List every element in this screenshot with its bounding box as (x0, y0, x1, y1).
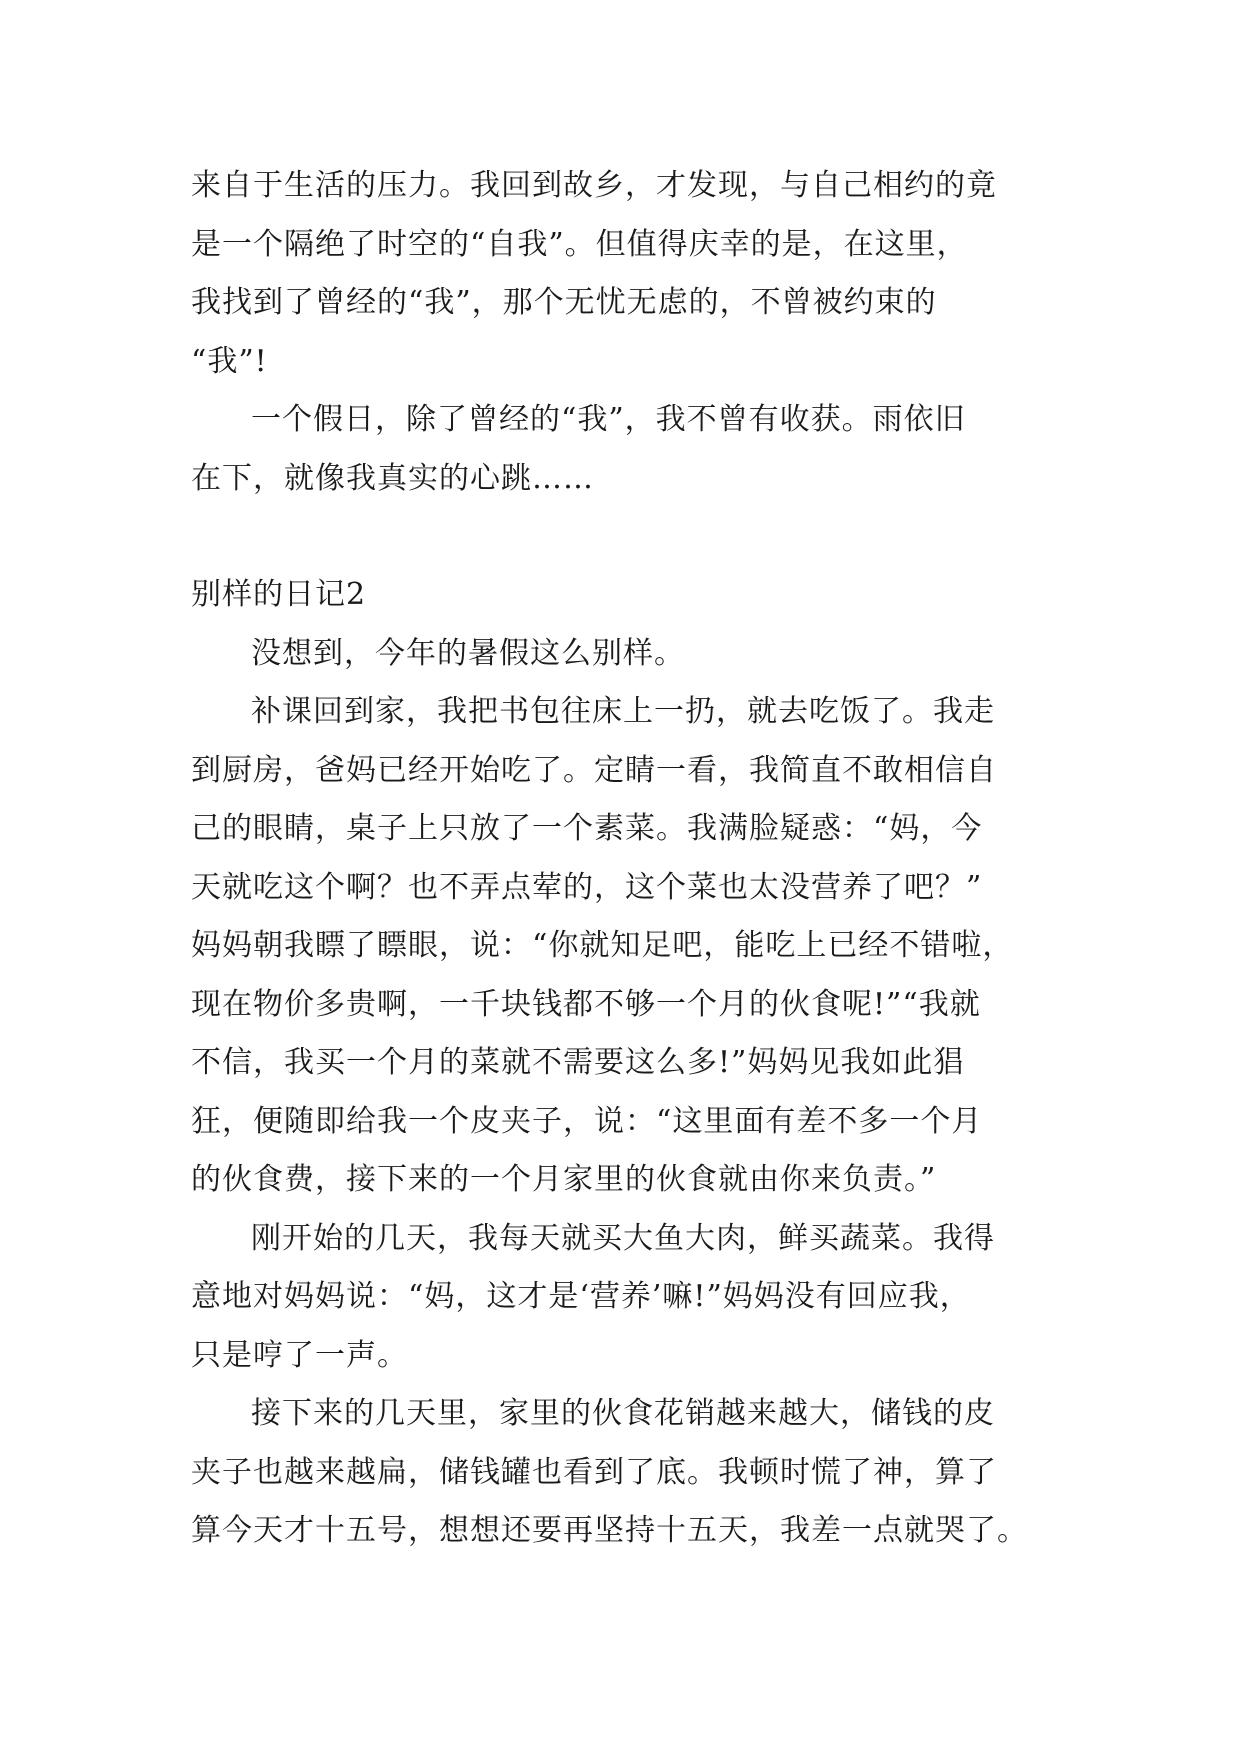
paragraph-4 (191, 1385, 1051, 1561)
paragraph-3 (191, 1210, 1051, 1386)
text-line: 没想到，今年的暑假这么别样。 (251, 635, 685, 671)
text-line: 来自于生活的压力。我回到故乡，才发现，与自己相约的竟 (191, 168, 997, 203)
text-line: “我”! (191, 343, 268, 379)
text-line: 刚开始的几天，我每天就买大鱼大肉，鲜买蔬菜。我得 (251, 1220, 995, 1256)
text-line: 一个假日，除了曾经的“我”，我不曾有收获。雨依旧 (251, 402, 966, 437)
text-line: 我找到了曾经的“我”，那个无忧无虑的，不曾被约束的 (191, 285, 937, 320)
text-line: 天就吃这个啊？也不弄点荤的，这个菜也太没营养了吧？” (191, 869, 983, 905)
text-line: 算今天才十五号，想想还要再坚持十五天，我差一点就哭了。 (191, 1513, 1028, 1548)
document-body (191, 157, 1051, 1561)
text-line: 夹子也越来越扁，储钱罐也看到了底。我顿时慌了神，算了 (191, 1454, 997, 1490)
text-line: 狂，便随即给我一个皮夹子，说：“这里面有差不多一个月 (191, 1103, 983, 1139)
text-line: 现在物价多贵啊，一千块钱都不够一个月的伙食呢!”“我就 (191, 986, 981, 1022)
text-line: 意地对妈妈说：“妈，这才是‘营养’嘛!”妈妈没有回应我， (191, 1279, 971, 1314)
section-gap (191, 508, 1051, 566)
text-line: 妈妈朝我瞟了瞟眼，说：“你就知足吧，能吃上已经不错啦， (191, 928, 1014, 963)
text-line: 己的眼睛，桌子上只放了一个素菜。我满脸疑惑：“妈，今 (191, 811, 983, 846)
paragraph-1 (191, 625, 1051, 684)
text-line: 的伙食费，接下来的一个月家里的伙食就由你来负责。” (191, 1162, 937, 1197)
section-title: 别样的日记2 (191, 577, 367, 612)
text-line: 只是哼了一声。 (191, 1337, 408, 1373)
text-line: 补课回到家，我把书包往床上一扔，就去吃饭了。我走 (251, 694, 995, 729)
text-line: 接下来的几天里，家里的伙食花销越来越大，储钱的皮 (251, 1396, 995, 1431)
text-line: 到厨房，爸妈已经开始吃了。定睛一看，我简直不敢相信自 (191, 752, 997, 788)
paragraph-2 (191, 683, 1051, 1210)
text-line: 在下，就像我真实的心跳…… (191, 460, 594, 496)
text-line: 不信，我买一个月的菜就不需要这么多!”妈妈见我如此猖 (191, 1045, 965, 1080)
continued-paragraph (191, 157, 1051, 391)
text-line: 是一个隔绝了时空的“自我”。但值得庆幸的是，在这里， (191, 226, 968, 262)
closing-paragraph (191, 391, 1051, 508)
